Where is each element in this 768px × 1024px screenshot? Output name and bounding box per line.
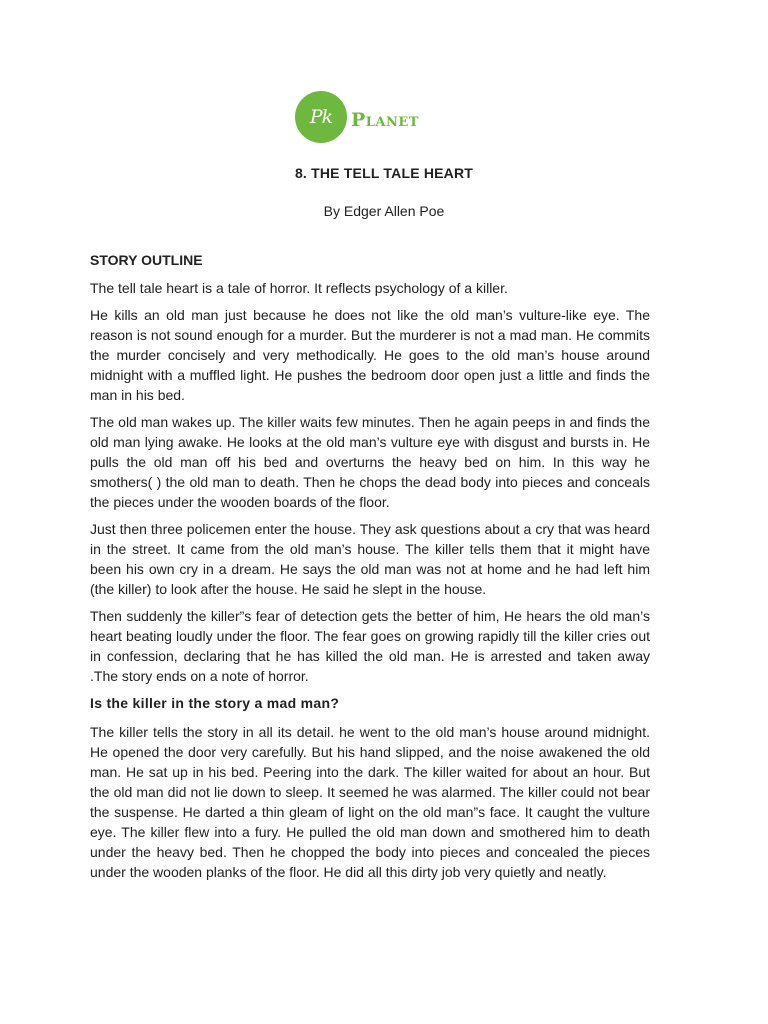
outline-paragraph: Just then three policemen enter the house. They ask questions about a cry that was heard in the street. It came from the old man’s house. The killer tells them that it might have been his own cry in a dream. He says the old man was not at home and he had left him (the killer) to look after the house. He said he slept in the house. [90, 521, 650, 597]
outline-paragraph: The tell tale heart is a tale of horror. It reflects psychology of a killer. [90, 280, 508, 296]
outline-paragraph: The old man wakes up. The killer waits few minutes. Then he again peeps in and finds the old man lying awake. He looks at the old man’s vulture eye with disgust and bursts in. He pulls the old man off his bed and overturns the heavy bed on him. In this way he smothers( ) the old man to death. Then he chops the dead body into pieces and conceals the pieces under the wooden boards of the floor. [90, 414, 650, 510]
answer-paragraph: The killer tells the story in all its detail. he went to the old man’s house around midnight. He opened the door very carefully. But his hand slipped, and the noise awakened the old man. He sat up in his bed. Peering into the dark. The killer waited for about an hour. But the old man did not lie down to sleep. It seemed he was alarmed. The killer could not bear the suspense. He darted a thin gleam of light on the old man”s face. It caught the vulture eye. The killer flew into a fury. He pulled the old man down and smothered him to death under the heavy bed. Then he chopped the body into pieces and concealed the pieces under the wooden planks of the floor. He did all this dirty job very quietly and neatly. [90, 724, 650, 880]
logo-badge-icon: Pk [295, 91, 347, 143]
logo-brand-text: Planet [351, 109, 419, 131]
section-heading-story-outline: STORY OUTLINE [90, 252, 203, 268]
page-title: 8. THE TELL TALE HEART [294, 165, 474, 181]
document-body [90, 250, 650, 889]
outline-paragraph: He kills an old man just because he does not like the old man’s vulture-like eye. The reason is not sound enough for a murder. But the murderer is not a mad man. He commits the murder concisely and very methodically. He goes to the old man’s house around midnight with a muffled light. He pushes the bedroom door open just a little and finds the man in his bed. [90, 307, 650, 403]
outline-paragraph: Then suddenly the killer”s fear of detection gets the better of him, He hears the old man’s heart beating loudly under the floor. The fear goes on growing rapidly till the killer cries out in confession, declaring that he has killed the old man. He is arrested and taken away .The story ends on a note of horror. [90, 608, 650, 684]
author-line: By Edger Allen Poe [323, 203, 445, 219]
pk-planet-logo [295, 91, 419, 143]
question-heading: Is the killer in the story a mad man? [90, 695, 340, 711]
